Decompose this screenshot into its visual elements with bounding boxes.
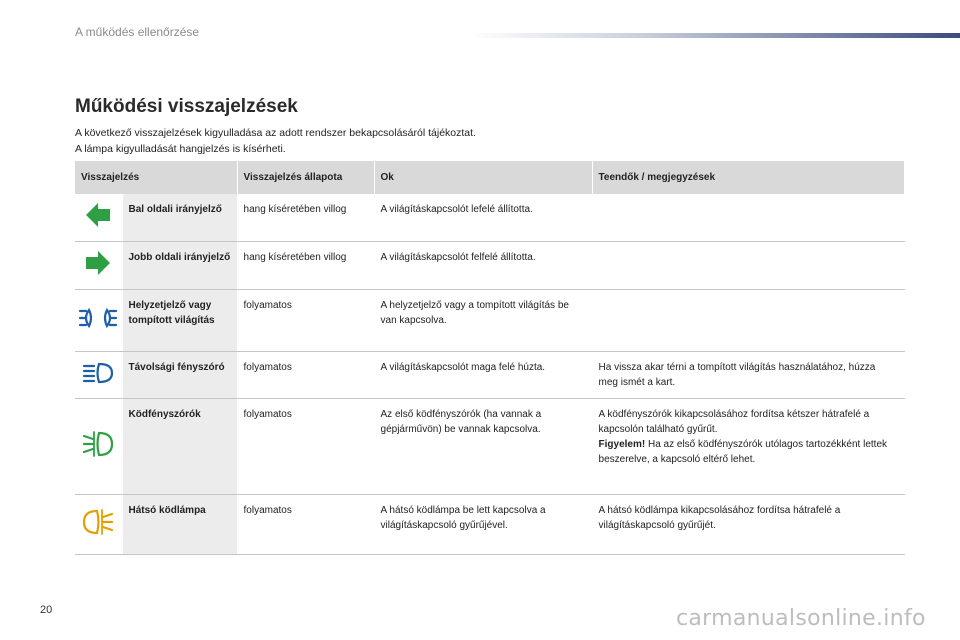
rear-fog-lamp-icon	[82, 508, 114, 541]
indicator-state: hang kíséretében villog	[237, 194, 374, 242]
indicator-action	[592, 399, 904, 495]
indicator-name: Bal oldali irányjelző	[122, 194, 237, 242]
table-row	[75, 194, 904, 242]
col-header-cause: Ok	[374, 161, 592, 194]
warning-text: Ha az első ködfényszórók utólagos tartozékként lettek beszerelve, a kapcsoló eltérő lehet.	[598, 439, 888, 465]
side-lights-icon	[78, 306, 118, 335]
indicator-name: Jobb oldali irányjelző	[122, 242, 237, 290]
page-title: Működési visszajelzések	[75, 96, 298, 117]
indicator-name: Távolsági fényszóró	[122, 352, 237, 399]
main-beam-icon	[82, 362, 114, 389]
left-turn-signal-icon	[84, 201, 112, 234]
table-row	[75, 242, 904, 290]
indicator-name: Hátsó ködlámpa	[122, 495, 237, 555]
page-number: 20	[40, 604, 53, 616]
indicator-cause: A hátsó ködlámpa be lett kapcsolva a világításkapcsoló gyűrűjével.	[374, 495, 592, 555]
table-row	[75, 495, 904, 555]
indicator-state: folyamatos	[237, 352, 374, 399]
intro-line-2: A lámpa kigyulladását hangjelzés is kísérheti.	[75, 143, 286, 155]
indicator-action	[592, 290, 904, 352]
right-turn-signal-icon	[84, 249, 112, 282]
col-header-action: Teendők / megjegyzések	[592, 161, 904, 194]
warning-label: Figyelem!	[598, 439, 646, 450]
indicator-cause: A világításkapcsolót maga felé húzta.	[374, 352, 592, 399]
indicator-state: hang kíséretében villog	[237, 242, 374, 290]
indicator-action: A hátsó ködlámpa kikapcsolásához fordítsa hátrafelé a világításkapcsoló gyűrűjét.	[592, 495, 904, 555]
indicator-state: folyamatos	[237, 495, 374, 555]
indicator-name: Helyzetjelző vagy tompított világítás	[122, 290, 237, 352]
table-row	[75, 399, 904, 495]
indicator-name: Ködfényszórók	[122, 399, 237, 495]
table-row	[75, 290, 904, 352]
section-title: A működés ellenőrzése	[75, 25, 200, 39]
table-row	[75, 352, 904, 399]
header-accent-bar	[470, 33, 960, 38]
indicator-state: folyamatos	[237, 290, 374, 352]
table-header-row	[75, 161, 904, 194]
col-header-state: Visszajelzés állapota	[237, 161, 374, 194]
indicator-table	[75, 161, 905, 555]
intro-text	[75, 125, 476, 157]
indicator-cause: A világításkapcsolót lefelé állította.	[374, 194, 592, 242]
indicator-action	[592, 194, 904, 242]
indicator-action: Ha vissza akar térni a tompított világítás használatához, húzza meg ismét a kart.	[592, 352, 904, 399]
indicator-action	[592, 242, 904, 290]
fog-action-text: A ködfényszórók kikapcsolásához fordítsa kétszer hátrafelé a kapcsolón található gyűrűt.	[598, 409, 870, 435]
intro-line-1: A következő visszajelzések kigyulladása az adott rendszer bekapcsolásáról tájékoztat.	[75, 127, 476, 139]
indicator-cause: A világításkapcsolót felfelé állította.	[374, 242, 592, 290]
col-header-indicator: Visszajelzés	[75, 161, 237, 194]
indicator-cause: Az első ködfényszórók (ha vannak a gépjárművön) be vannak kapcsolva.	[374, 399, 592, 495]
front-fog-lamp-icon	[82, 430, 114, 463]
watermark: carmanualsonline.info	[676, 606, 926, 631]
indicator-state: folyamatos	[237, 399, 374, 495]
indicator-cause: A helyzetjelző vagy a tompított világítás be van kapcsolva.	[374, 290, 592, 352]
